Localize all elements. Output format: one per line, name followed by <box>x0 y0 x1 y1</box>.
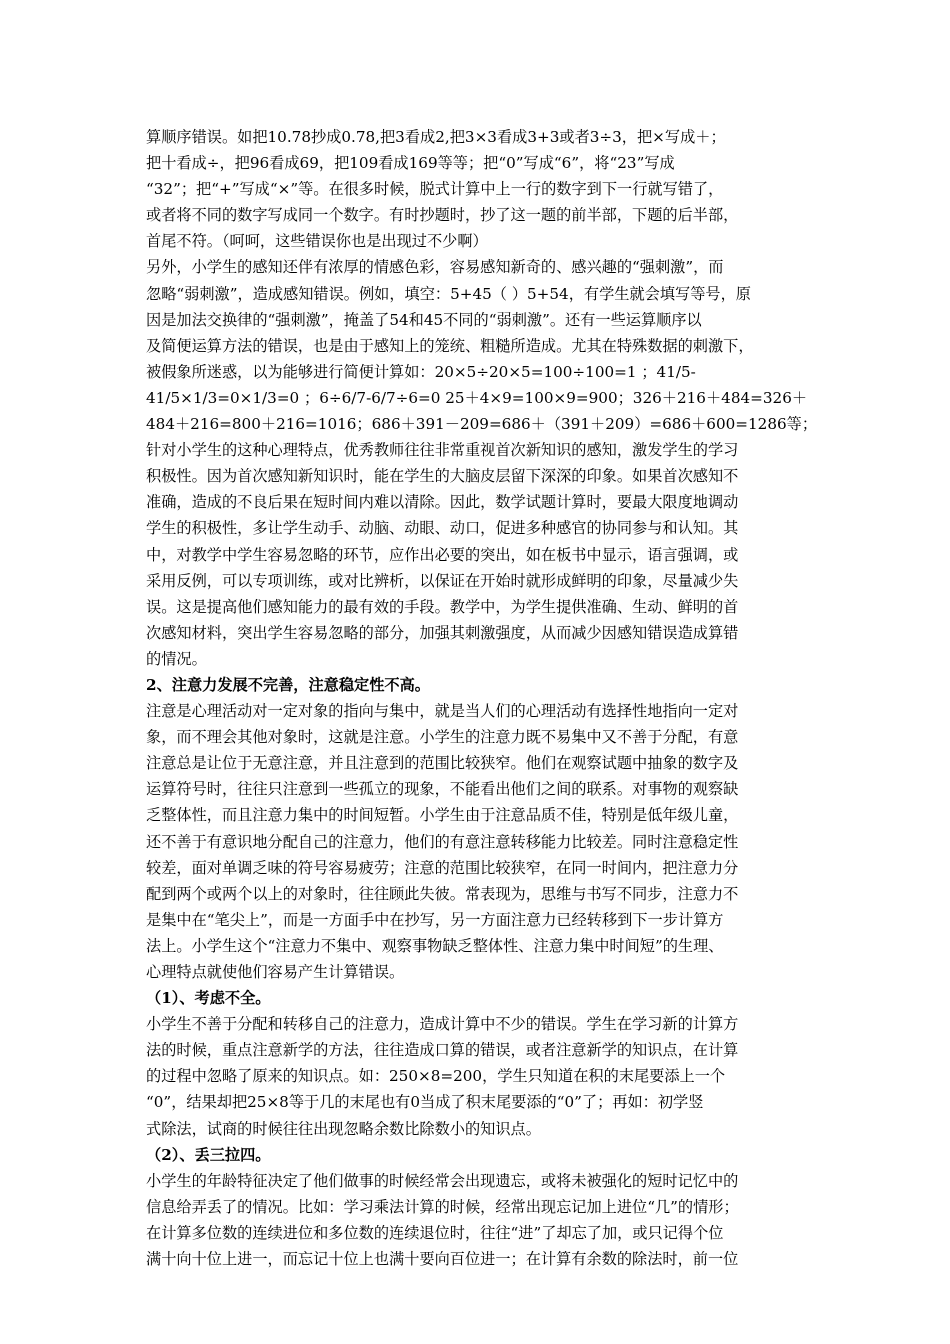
text-line: 另外，小学生的感知还伴有浓厚的情感色彩，容易感知新奇的、感兴趣的“强刺激”，而 <box>146 258 724 277</box>
text-line: 或者将不同的数字写成同一个数字。有时抄题时，抄了这一题的前半部，下题的后半部， <box>146 206 739 225</box>
text-line: 中，对教学中学生容易忽略的环节，应作出必要的突出，如在板书中显示，语言强调，或 <box>146 545 739 564</box>
text-line: 学生的积极性，多让学生动手、动脑、动眼、动口，促进多种感官的协同参与和认知。其 <box>146 519 739 538</box>
section-heading: （1）、考虑不全。 <box>146 989 271 1008</box>
text-line: 被假象所迷惑，以为能够进行简便计算如：20×5÷20×5=100÷100=1 ；41/5- <box>146 362 696 381</box>
text-line: 乏整体性，而且注意力集中的时间短暂。小学生由于注意品质不佳，特别是低年级儿童， <box>146 806 739 825</box>
text-line: 采用反例，可以专项训练，或对比辨析，以保证在开始时就形成鲜明的印象，尽量减少失 <box>146 571 739 590</box>
text-line: 小学生不善于分配和转移自己的注意力，造成计算中不少的错误。学生在学习新的计算方 <box>146 1015 739 1034</box>
text-line: 注意是心理活动对一定对象的指向与集中，就是当人们的心理活动有选择性地指向一定对 <box>146 702 739 721</box>
text-line: 是集中在“笔尖上”，而是一方面手中在抄写，另一方面注意力已经转移到下一步计算方 <box>146 910 724 929</box>
text-line: 误。这是提高他们感知能力的最有效的手段。教学中，为学生提供准确、生动、鲜明的首 <box>146 597 739 616</box>
text-line: 运算符号时，往往只注意到一些孤立的现象，不能看出他们之间的联系。对事物的观察缺 <box>146 780 739 799</box>
text-line: 心理特点就使他们容易产生计算错误。 <box>146 963 405 981</box>
text-line: 首尾不符。（呵呵，这些错误你也是出现过不少啊） <box>146 232 488 251</box>
text-line: 法的时候，重点注意新学的方法，往往造成口算的错误，或者注意新学的知识点，在计算 <box>146 1041 739 1060</box>
text-line: 在计算多位数的连续进位和多位数的连续退位时，往往“进”了却忘了加，或只记得个位 <box>146 1223 724 1242</box>
text-line: 及简便运算方法的错误，也是由于感知上的笼统、粗糙所造成。尤其在特殊数据的刺激下， <box>146 336 754 355</box>
text-line: 忽略“弱刺激”，造成感知错误。例如，填空：5+45（ ）5+54，有学生就会填写等号，原 <box>146 284 751 303</box>
text-line: 41/5×1/3=0×1/3=0 ；6÷6/7-6/7÷6=0 25＋4×9=100×9=900；326＋216＋484=326＋ <box>146 388 808 407</box>
text-line: 小学生的年龄特征决定了他们做事的时候经常会出现遗忘，或将未被强化的短时记忆中的 <box>146 1171 739 1190</box>
text-line: “0”，结果却把25×8等于几的末尾也有0当成了积末尾要添的“0”了；再如：初学竖 <box>146 1093 704 1112</box>
text-line: 象，而不理会其他对象时，这就是注意。小学生的注意力既不易集中又不善于分配，有意 <box>146 728 739 747</box>
text-line: 满十向十位上进一，而忘记十位上也满十要向百位进一；在计算有余数的除法时，前一位 <box>146 1250 739 1269</box>
text-line: 较差，面对单调乏味的符号容易疲劳；注意的范围比较狭窄，在同一时间内，把注意力分 <box>146 858 739 877</box>
text-line: 的过程中忽略了原来的知识点。如：250×8=200，学生只知道在积的末尾要添上一个 <box>146 1067 726 1086</box>
text-line: 的情况。 <box>146 649 207 668</box>
text-line: 法上。小学生这个“注意力不集中、观察事物缺乏整体性、注意力集中时间短”的生理、 <box>146 936 724 955</box>
text-line: 信息给弄丢了的情况。比如：学习乘法计算的时候，经常出现忘记加上进位“几”的情形； <box>146 1197 739 1216</box>
text-line: 把十看成÷，把96看成69，把109看成169等等；把“0”写成“6”，将“23”写成 <box>146 154 675 173</box>
section-heading: 2、注意力发展不完善，注意稳定性不高。 <box>146 675 430 694</box>
text-line: 准确，造成的不良后果在短时间内难以清除。因此，数学试题计算时，要最大限度地调动 <box>146 493 739 512</box>
text-line: 配到两个或两个以上的对象时，往往顾此失彼。常表现为，思维与书写不同步，注意力不 <box>146 884 739 903</box>
text-line: 积极性。因为首次感知新知识时，能在学生的大脑皮层留下深深的印象。如果首次感知不 <box>146 467 739 486</box>
text-line: 次感知材料，突出学生容易忽略的部分，加强其刺激强度，从而减少因感知错误造成算错 <box>146 623 739 642</box>
text-line: 还不善于有意识地分配自己的注意力，他们的有意注意转移能力比较差。同时注意稳定性 <box>146 832 739 851</box>
text-line: 算顺序错误。如把10.78抄成0.78,把3看成2,把3×3看成3+3或者3÷3，把×写成＋； <box>146 128 726 146</box>
section-heading: （2）、丢三拉四。 <box>146 1145 271 1164</box>
text-line: 484＋216=800＋216=1016；686＋391－209=686＋（391＋209）=686＋600=1286等； <box>146 415 818 434</box>
text-line: 注意总是让位于无意注意，并且注意到的范围比较狭窄。他们在观察试题中抽象的数字及 <box>146 754 739 773</box>
text-line: 针对小学生的这种心理特点，优秀教师往往非常重视首次新知识的感知，激发学生的学习 <box>146 441 739 460</box>
text-line: “32”；把“+”写成“×”等。在很多时候，脱式计算中上一行的数字到下一行就写错了， <box>146 180 724 199</box>
text-line: 因是加法交换律的“强刺激”，掩盖了54和45不同的“弱刺激”。还有一些运算顺序以 <box>146 310 702 329</box>
text-line: 式除法，试商的时候往往出现忽略余数比除数小的知识点。 <box>146 1119 541 1138</box>
